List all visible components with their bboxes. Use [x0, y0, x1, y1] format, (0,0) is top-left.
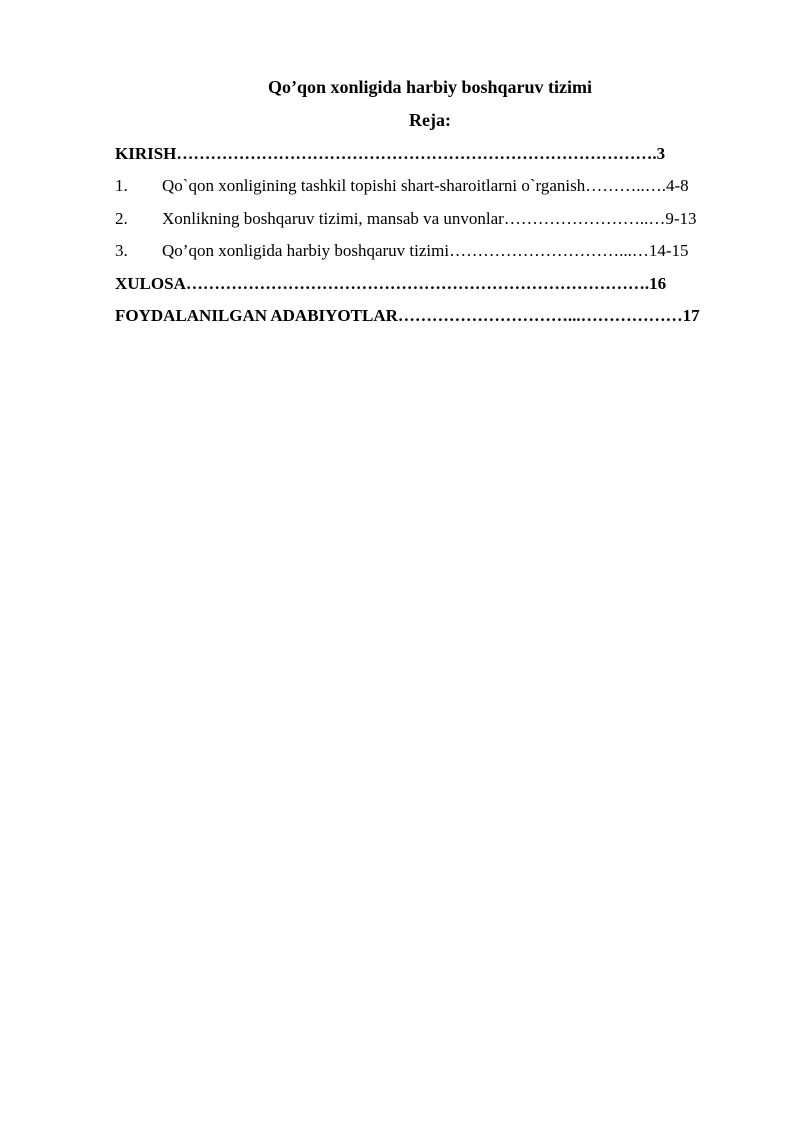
- toc-entry-text: Qo`qon xonligining tashkil topishi shart-sharoitlarni o`rganish………..….4-8: [162, 176, 689, 196]
- table-of-contents: [115, 142, 745, 336]
- document-title: Qo’qon xonligida harbiy boshqaruv tizimi: [267, 77, 593, 97]
- toc-entry-text: XULOSA……………………………………………………………………….16: [115, 273, 667, 293]
- toc-entry-chapter-3: [115, 239, 745, 271]
- toc-entry-text: Xonlikning boshqaruv tizimi, mansab va unvonlar……………………..…9-13: [162, 208, 697, 228]
- toc-entry-references: [115, 304, 745, 336]
- toc-entry-number: 3.: [115, 241, 128, 261]
- toc-entry-text: FOYDALANILGAN ADABIYOTLAR…………………………...………………17: [115, 305, 700, 325]
- toc-entry-introduction: [115, 142, 745, 174]
- toc-entry-number: 1.: [115, 176, 128, 196]
- toc-entry-chapter-1: [115, 174, 745, 206]
- toc-entry-text: KIRISH………………………………………………………………………….3: [115, 144, 666, 163]
- plan-heading: Reja:: [409, 110, 451, 130]
- toc-entry-chapter-2: [115, 207, 745, 239]
- toc-entry-number: 2.: [115, 208, 128, 228]
- toc-entry-text: Qo’qon xonligida harbiy boshqaruv tizimi…………………………...…14-15: [162, 241, 689, 261]
- toc-entry-conclusion: [115, 272, 745, 304]
